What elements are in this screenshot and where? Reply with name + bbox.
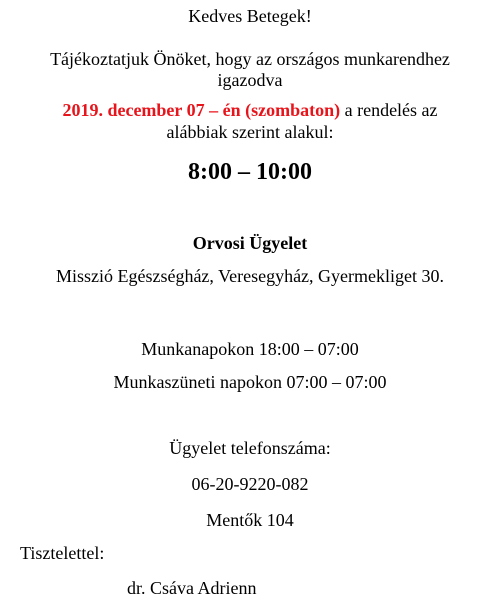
phone-number: 06-20-9220-082 (191, 474, 309, 494)
intro-text-line2: igazodva (217, 70, 283, 90)
phone-label: Ügyelet telefonszáma: (169, 438, 331, 458)
holidays-hours: Munkaszüneti napokon 07:00 – 07:00 (113, 372, 387, 392)
date-sentence-line2: alábbiak szerint alakul: (166, 122, 334, 142)
duty-address: Misszió Egészségház, Veresegyház, Gyermekliget 30. (55, 266, 445, 286)
date-sentence-line1 (0, 99, 500, 121)
workdays-hours: Munkanapokon 18:00 – 07:00 (141, 339, 359, 359)
duty-heading: Orvosi Ügyelet (192, 233, 308, 253)
signature: dr. Csáva Adrienn (127, 578, 257, 598)
ambulance-number: Mentők 104 (206, 510, 294, 530)
closing-text: Tisztelettel: (20, 543, 105, 563)
date-highlight: 2019. december 07 – én (szombaton) (62, 100, 341, 120)
date-sentence-rest: a rendelés az (340, 100, 438, 120)
intro-text-line1: Tájékoztatjuk Önöket, hogy az országos munkarendhez (50, 49, 450, 69)
greeting: Kedves Betegek! (188, 6, 312, 26)
office-hours: 8:00 – 10:00 (188, 159, 312, 185)
